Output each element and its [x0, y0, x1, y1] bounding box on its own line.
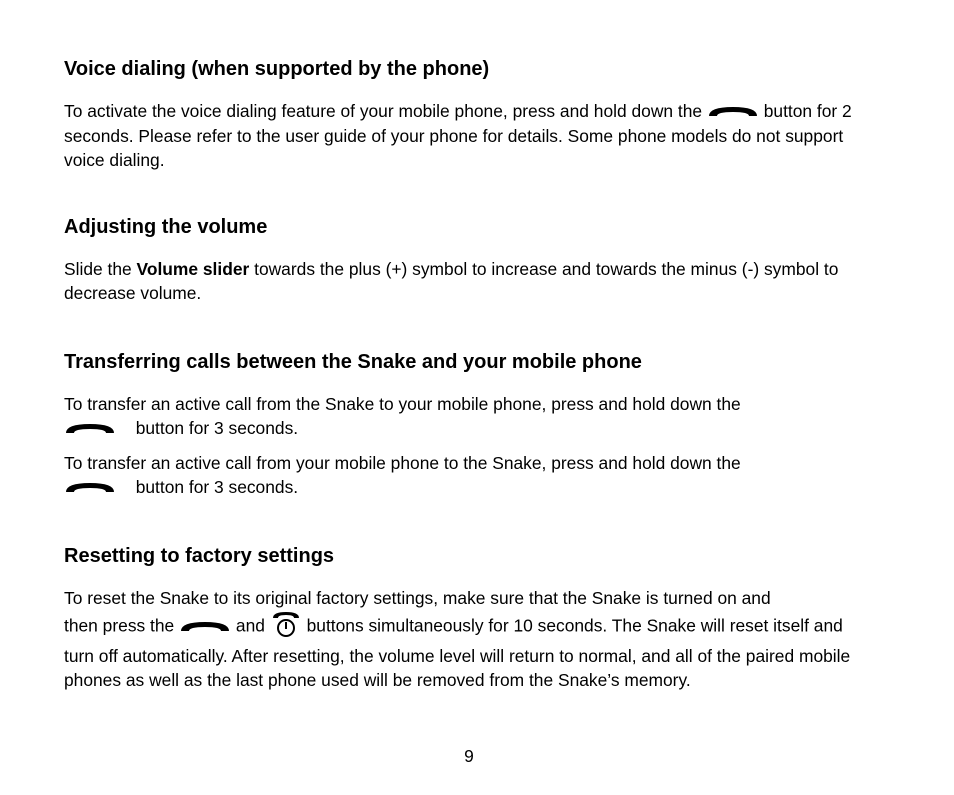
phone-handset-icon — [64, 476, 116, 500]
para-voice-dialing — [64, 99, 874, 172]
phone-handset-icon — [64, 417, 116, 441]
para-text: To transfer an active call from your mobile phone to the Snake, press and hold down the — [64, 453, 741, 473]
page-number: 9 — [464, 746, 474, 766]
para-transfer-to-phone — [64, 392, 874, 441]
heading-transferring-calls: Transferring calls between the Snake and your mobile phone — [64, 351, 642, 373]
para-text: towards the plus (+) symbol to increase and towards the minus (-) symbol to decrease volume. — [64, 259, 839, 303]
para-text: button for 3 seconds. — [135, 418, 299, 438]
para-transfer-to-snake — [64, 451, 874, 500]
para-text: button for 3 seconds. — [135, 477, 299, 497]
para-resetting — [64, 586, 874, 692]
para-text: Slide the — [64, 259, 132, 279]
para-text: button for 2 seconds. Please refer to the user guide of your phone for details. Some phone models do not support voice dialing. — [64, 101, 852, 171]
heading-adjusting-volume: Adjusting the volume — [64, 216, 268, 238]
phone-handset-icon — [179, 615, 231, 639]
para-text: and — [235, 615, 265, 636]
phone-handset-icon — [707, 100, 759, 124]
heading-resetting: Resetting to factory settings — [64, 545, 335, 567]
volume-slider-term: Volume slider — [136, 259, 250, 279]
para-text: buttons simultaneously for 10 seconds. The Snake will reset itself and turn off automatically. After resetting, the volume level will return to normal, and all of the paired mobile phones as well as the last phone used will be removed from the Snake’s memory. — [64, 615, 851, 690]
para-adjusting-volume — [64, 257, 874, 305]
heading-voice-dialing: Voice dialing (when supported by the phone) — [64, 58, 490, 80]
para-text: To activate the voice dialing feature of your mobile phone, press and hold down the — [64, 101, 703, 121]
phone-power-icon — [270, 610, 302, 644]
para-text: To reset the Snake to its original factory settings, make sure that the Snake is turned on and — [64, 588, 771, 608]
para-text: then press the — [64, 615, 175, 636]
para-text: To transfer an active call from the Snake to your mobile phone, press and hold down the — [64, 394, 741, 414]
